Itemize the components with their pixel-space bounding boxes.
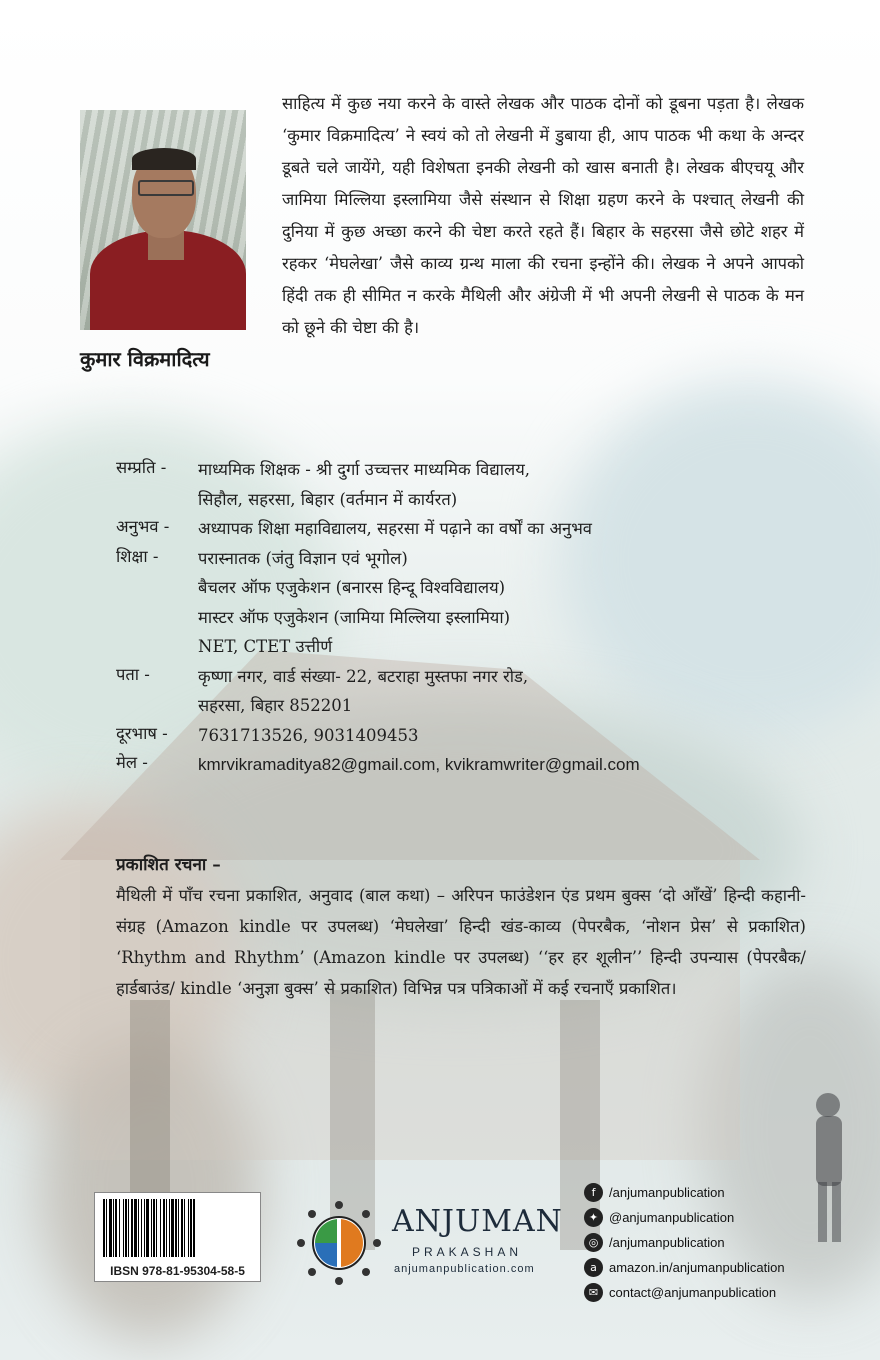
info-row-education: [116, 544, 816, 662]
info-value: अध्यापक शिक्षा महाविद्यालय, सहरसा में पढ़ाने का वर्षों का अनुभव: [198, 519, 592, 538]
social-handle: @anjumanpublication: [609, 1210, 735, 1225]
barcode-bars: [101, 1199, 253, 1257]
author-bio: साहित्य में कुछ नया करने के वास्ते लेखक और पाठक दोनों को डूबना पड़ता है। लेखक ‘कुमार विक्रमादित्य’ ने स्वयं को तो लेखनी में डुबाया ही, आप पाठक भी कथा के अन्दर डूबते चले जायेंगे, यही विशेषता इनकी लेखनी को खास बनाती है। लेखक बीएचयू और जामिया मिल्लिया इस्लामिया जैसे संस्थान से शिक्षा ग्रहण करने के पश्चात् लेखनी की दुनिया में कुछ अच्छा करने की चेष्टा करते रहते हैं। बिहार के सहरसा जैसे छोटे शहर में रहकर ‘मेघलेखा’ जैसे काव्य ग्रन्थ माला की रचना इन्होंने की। लेखक ने अपने आपको हिंदी तक ही सीमित न करके मैथिली और अंग्रेजी में भी अपनी लेखनी से पाठक के मन को छूने की चेष्टा की है।: [282, 94, 804, 337]
info-value: 7631713526, 9031409453: [198, 725, 419, 745]
author-info-list: [116, 455, 816, 780]
social-instagram[interactable]: [584, 1230, 785, 1255]
email-addresses[interactable]: kmrvikramaditya82@gmail.com, kvikramwriter@gmail.com: [198, 755, 640, 774]
publications-text: मैथिली में पाँच रचना प्रकाशित, अनुवाद (बाल कथा) – अरिपन फाउंडेशन एंड प्रथम बुक्स ‘दो आँखें’ हिन्दी कहानी-संग्रह (Amazon kindle पर उपलब्ध) ‘मेघलेखा’ हिन्दी खंड-काव्य (पेपरबैक, ‘नोशन प्रेस’ से प्रकाशित) ‘Rhythm and Rhythm’ (Amazon kindle पर उपलब्ध) ‘‘हर हर शूलीन’’ हिन्दी उपन्यास (पेपरबैक/ हार्डबाउंड/ kindle ‘अनुज्ञा बुक्स’ से प्रकाशित) विभिन्न पत्र पत्रिकाओं में कई रचनाएँ प्रकाशित।: [116, 886, 806, 998]
info-value: NET, CTET उत्तीर्ण: [198, 637, 333, 656]
twitter-icon: ✦: [584, 1208, 603, 1227]
social-facebook[interactable]: [584, 1180, 785, 1205]
barcode: [94, 1192, 261, 1282]
info-label: दूरभाष -: [116, 723, 168, 743]
info-value: मास्टर ऑफ एजुकेशन (जामिया मिल्लिया इस्लामिया): [198, 607, 511, 627]
info-row-phone: [116, 721, 816, 751]
info-label: शिक्षा -: [116, 546, 159, 566]
publisher-subtitle: PRAKASHAN: [412, 1245, 523, 1259]
info-row-address: [116, 662, 816, 721]
info-value: कृष्णा नगर, वार्ड संख्या- 22, बटराहा मुस्तफा नगर रोड,: [198, 666, 529, 686]
social-handle: /anjumanpublication: [609, 1235, 725, 1250]
social-mail[interactable]: [584, 1280, 785, 1305]
info-row-current-post: [116, 455, 816, 514]
social-amazon[interactable]: [584, 1255, 785, 1280]
author-name: कुमार विक्रमादित्य: [80, 347, 210, 371]
publications-heading: प्रकाशित रचना –: [116, 855, 221, 875]
info-value: बैचलर ऑफ एजुकेशन (बनारस हिन्दू विश्वविद्यालय): [198, 578, 506, 597]
info-label: पता -: [116, 664, 150, 684]
social-handle: amazon.in/anjumanpublication: [609, 1260, 785, 1275]
info-value: सिहौल, सहरसा, बिहार (वर्तमान में कार्यरत): [198, 489, 458, 509]
author-photo: [80, 110, 246, 330]
social-links: [584, 1180, 785, 1305]
social-handle: contact@anjumanpublication: [609, 1285, 777, 1300]
info-value: सहरसा, बिहार 852201: [198, 696, 353, 715]
facebook-icon: f: [584, 1183, 603, 1202]
publisher-name: ANJUMAN: [392, 1204, 563, 1239]
info-value: परास्नातक (जंतु विज्ञान एवं भूगोल): [198, 548, 408, 568]
publisher-logo-icon: [296, 1200, 382, 1286]
mail-icon: ✉: [584, 1283, 603, 1302]
info-label: मेल -: [116, 753, 148, 772]
instagram-icon: ◎: [584, 1233, 603, 1252]
social-handle: /anjumanpublication: [609, 1185, 725, 1200]
isbn-number: IBSN 978-81-95304-58-5: [110, 1264, 245, 1278]
info-label: अनुभव -: [116, 517, 170, 536]
info-label: सम्प्रति -: [116, 458, 167, 477]
amazon-icon: a: [584, 1258, 603, 1277]
info-value: माध्यमिक शिक्षक - श्री दुर्गा उच्चत्तर माध्यमिक विद्यालय,: [198, 460, 531, 479]
info-row-email: [116, 750, 816, 780]
publisher-website[interactable]: anjumanpublication.com: [394, 1263, 535, 1275]
social-twitter[interactable]: [584, 1205, 785, 1230]
info-row-experience: [116, 514, 816, 544]
